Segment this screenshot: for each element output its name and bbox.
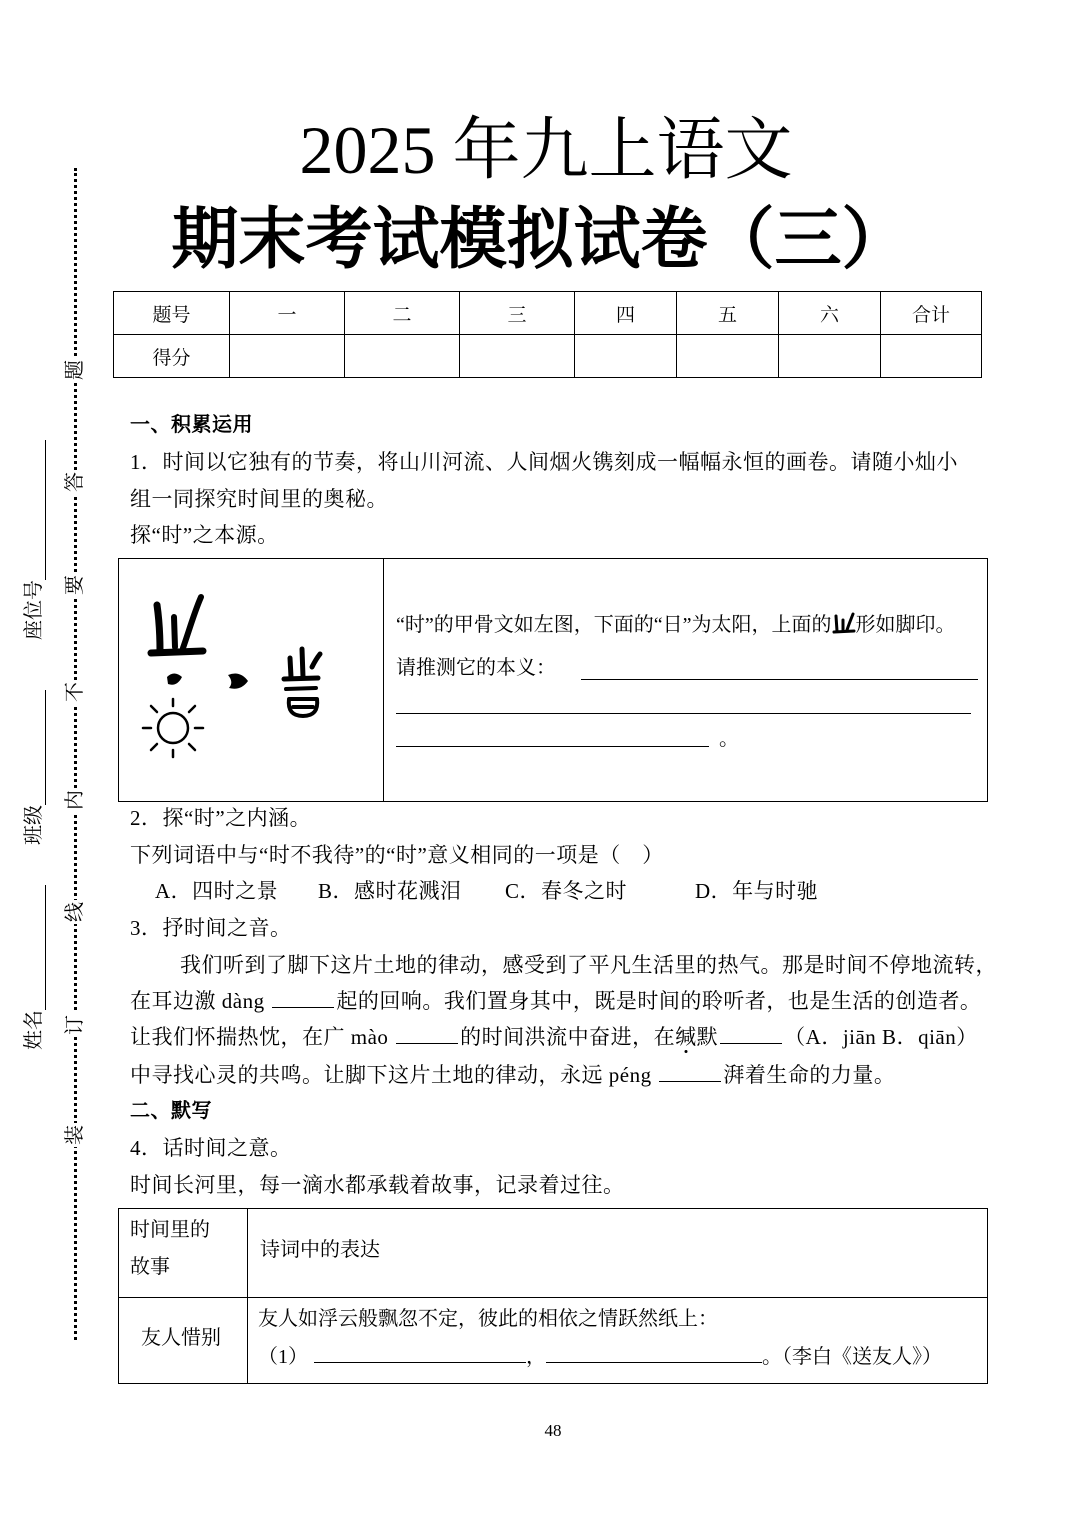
- q3-paragraph-line-4: [130, 1062, 895, 1088]
- seal-char: 订: [64, 1015, 86, 1035]
- answer-blank: [396, 713, 971, 714]
- q2-option-d: D．年与时驰: [695, 879, 819, 903]
- q3-paragraph-line-1: 我们听到了脚下这片土地的律动，感受到了平凡生活里的热气。那是时间不停地流转，: [180, 953, 997, 977]
- emphasized-char: 缄: [675, 1025, 697, 1049]
- class-blank: [25, 690, 46, 805]
- q3-text: 的时间洪流中奋进，在: [460, 1025, 676, 1049]
- seat-number-blank: [25, 440, 46, 580]
- title-line-1: 2025 年九上语文: [299, 112, 793, 188]
- q4-title: 4．话时间之意。: [130, 1136, 292, 1160]
- q3-paragraph-line-2: [130, 988, 981, 1014]
- table-header-story: 时间里的故事: [130, 1219, 210, 1278]
- class-label: 班级: [23, 805, 45, 845]
- answer-blank: [720, 1025, 782, 1044]
- table-divider: [247, 1209, 248, 1383]
- name-field: [22, 885, 46, 1050]
- score-header: 一: [230, 292, 345, 335]
- table-header-expression: 诗词中的表达: [260, 1239, 380, 1261]
- score-header: 四: [575, 292, 677, 335]
- class-field: [22, 690, 46, 845]
- answer-blank: [581, 679, 978, 680]
- seal-char: 题: [64, 360, 86, 380]
- q2-stem: 下列词语中与“时不我待”的“时”意义相同的一项是（ ）: [130, 843, 664, 867]
- q1-line-2: 组一同探究时间里的奥秘。: [130, 487, 388, 511]
- score-cell: [677, 335, 779, 378]
- q3-title: 3．抒时间之音。: [130, 916, 292, 940]
- score-cell: [230, 335, 345, 378]
- seal-char: 线: [64, 902, 86, 922]
- name-label: 姓名: [23, 1010, 45, 1050]
- seal-char: 答: [64, 472, 86, 492]
- score-header-row: [114, 292, 982, 335]
- answer-blank: [314, 1344, 526, 1363]
- oracle-bone-illustration: [119, 559, 383, 800]
- comma: ，: [526, 1346, 546, 1368]
- answer-blank: [659, 1063, 721, 1082]
- score-cell: [575, 335, 677, 378]
- q3-text: 中寻找心灵的共鸣。让脚下这片土地的律动，永远 péng: [130, 1063, 658, 1087]
- seal-char: 装: [64, 1125, 86, 1145]
- q3-text: 默: [696, 1025, 719, 1049]
- score-header: 二: [345, 292, 460, 335]
- score-cell: [460, 335, 575, 378]
- q2-option-a: A．四时之景: [155, 879, 279, 903]
- q3-text: 让我们怀揣热忱，在广 mào: [130, 1025, 395, 1049]
- table-row-label: 友人惜别: [141, 1327, 221, 1349]
- oracle-bone-box: [118, 558, 988, 802]
- answer-end-mark: 。: [719, 728, 739, 750]
- q4-intro: 时间长河里，每一滴水都承载着故事，记录着过往。: [130, 1173, 625, 1197]
- meaning-prompt: 请推测它的本义：: [396, 657, 556, 679]
- score-header: 六: [779, 292, 881, 335]
- q3-text: 起的回响。我们置身其中，既是时间的聆听者，也是生活的创造者。: [336, 989, 982, 1013]
- score-header: 合计: [881, 292, 982, 335]
- seat-number-label: 座位号: [23, 580, 45, 640]
- score-table: [113, 291, 982, 378]
- seal-char: 内: [64, 790, 86, 810]
- page-number: 48: [544, 1421, 562, 1440]
- oracle-description-part-1: “时”的甲骨文如左图，下面的“日”为太阳，上面的: [396, 614, 832, 636]
- score-cell: [345, 335, 460, 378]
- q3-text: 湃着生命的力量。: [723, 1063, 896, 1087]
- score-cell: [881, 335, 982, 378]
- q3-text: 在耳边激 dàng: [130, 989, 271, 1013]
- answer-blank: [396, 746, 709, 747]
- score-header: 三: [460, 292, 575, 335]
- q2-option-b: B．感时花溅泪: [318, 879, 462, 903]
- seal-char: 不: [64, 682, 86, 702]
- q1-line-1: 1．时间以它独有的节奏，将山川河流、人间烟火镌刻成一幅幅永恒的画卷。请随小灿小: [130, 450, 958, 474]
- footprint-glyph-icon: [832, 611, 856, 635]
- q3-paragraph-line-3: [130, 1024, 978, 1050]
- section-2-heading: 二、默写: [130, 1100, 212, 1122]
- title-line-2: 期末考试模拟试卷（三）: [171, 203, 909, 277]
- score-header: 五: [677, 292, 779, 335]
- q3-choice: （A．jiān B．qiān）: [784, 1025, 978, 1049]
- score-row: [114, 335, 982, 378]
- answer-blank: [546, 1344, 762, 1363]
- table-row-answer-line: [258, 1344, 942, 1370]
- oracle-description: [396, 611, 956, 638]
- oracle-description-part-2: 形如脚印。: [855, 614, 956, 636]
- seal-char: 要: [64, 575, 86, 595]
- poetry-table: [118, 1208, 988, 1384]
- box-divider: [383, 559, 384, 801]
- section-1-heading: 一、积累运用: [130, 414, 253, 436]
- seat-number-field: [22, 440, 46, 640]
- q2-title: 2．探“时”之内涵。: [130, 806, 312, 830]
- q1-subtitle: 探“时”之本源。: [130, 523, 279, 547]
- poem-source: 。（李白《送友人》）: [762, 1346, 942, 1368]
- score-cell: [779, 335, 881, 378]
- answer-blank: [396, 1025, 458, 1044]
- item-number: （1）: [258, 1346, 308, 1368]
- q2-option-c: C．春冬之时: [505, 879, 628, 903]
- name-blank: [25, 885, 46, 1010]
- binding-dotted-line: [74, 168, 77, 1340]
- answer-blank: [272, 989, 334, 1008]
- score-row-label: 得分: [114, 335, 230, 378]
- table-row-description: 友人如浮云般飘忽不定，彼此的相依之情跃然纸上：: [258, 1308, 718, 1330]
- table-divider: [119, 1297, 987, 1298]
- score-header: 题号: [114, 292, 230, 335]
